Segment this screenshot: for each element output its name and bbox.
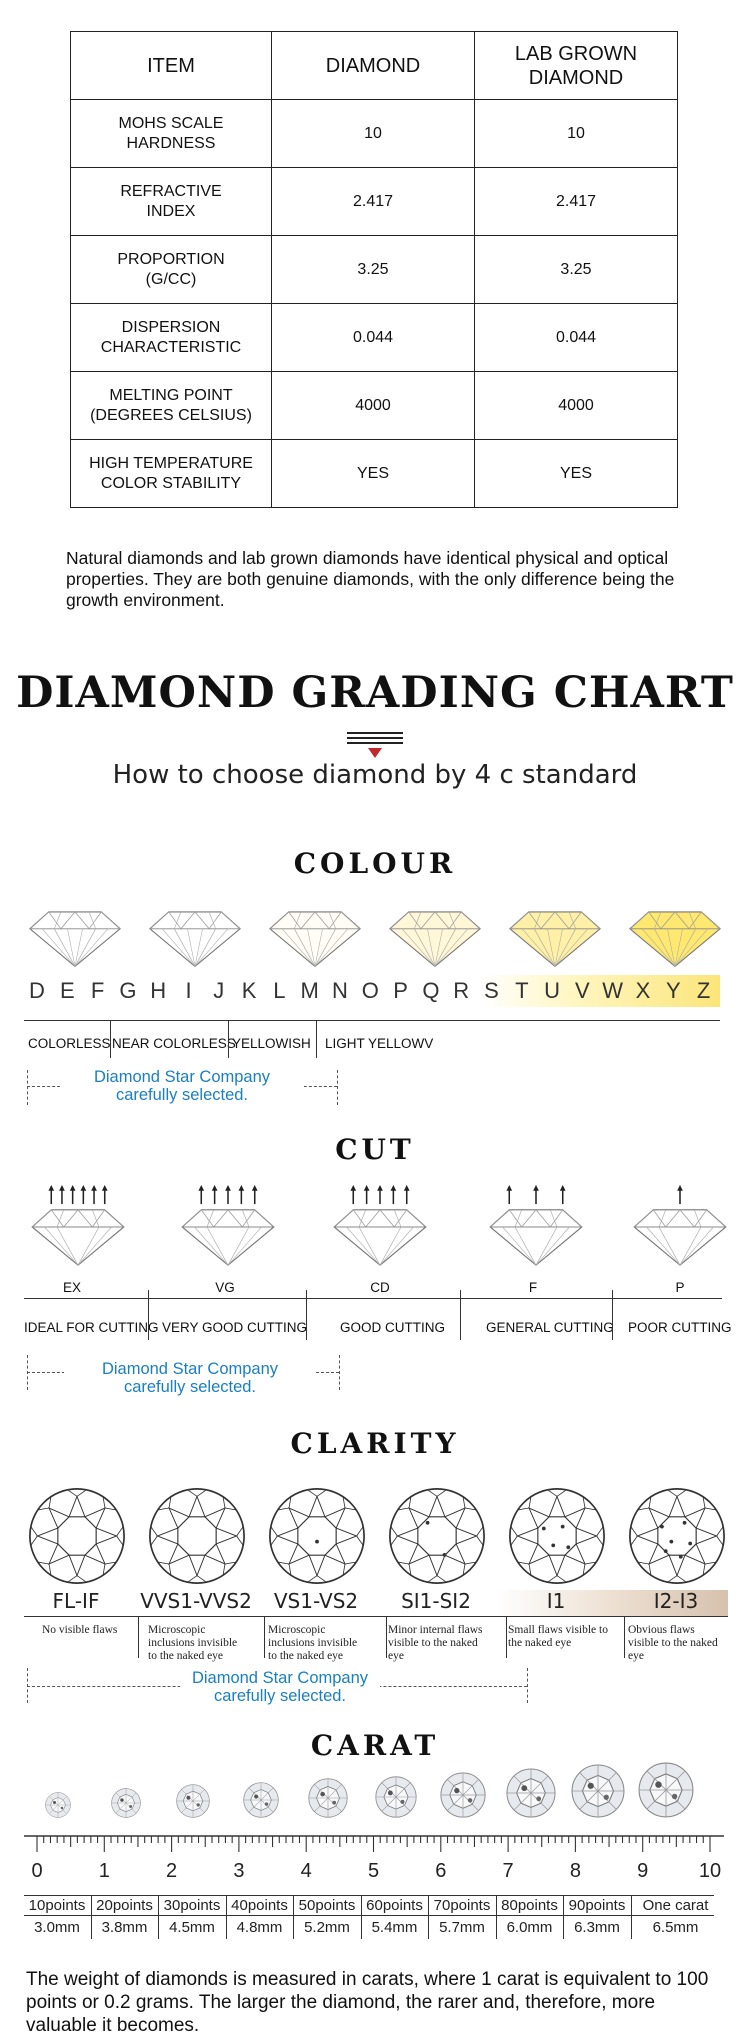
header-item: ITEM	[71, 32, 272, 100]
carat-points-cell: 40points	[231, 1897, 288, 1914]
table-row	[71, 440, 678, 508]
cell-item: REFRACTIVE INDEX	[71, 168, 272, 236]
cut-select-text: Diamond Star Company carefully selected.	[64, 1360, 316, 1396]
cut-label: VERY GOOD CUTTING	[162, 1320, 308, 1335]
diamond-side-icon	[148, 910, 242, 968]
clarity-separator	[138, 1616, 139, 1658]
table-row	[71, 236, 678, 304]
cell-item: MELTING POINT (DEGREES CELSIUS)	[71, 372, 272, 440]
cell-diamond: 2.417	[272, 168, 475, 236]
colour-group-separator	[316, 1020, 317, 1058]
cut-label: GENERAL CUTTING	[486, 1320, 614, 1335]
colour-letter: U	[544, 978, 561, 1003]
colour-letter: R	[453, 978, 470, 1003]
colour-group-label: YELLOWISH	[232, 1036, 311, 1051]
carat-points-cell: One carat	[642, 1897, 709, 1914]
clarity-divider	[24, 1616, 728, 1617]
colour-letter: I	[185, 978, 192, 1003]
carat-scale-number: 1	[98, 1860, 110, 1882]
carat-size-cell: 6.5mm	[652, 1919, 699, 1936]
table-row	[71, 100, 678, 168]
cell-diamond: 3.25	[272, 236, 475, 304]
cut-diamond-icon	[180, 1185, 276, 1269]
clarity-grade: VVS1-VVS2	[140, 1589, 252, 1613]
colour-letter: Y	[665, 978, 681, 1003]
clarity-select-bracket-right	[527, 1668, 528, 1703]
clarity-description: Small flaws visible to the naked eye	[508, 1624, 608, 1649]
clarity-diamond-icon	[508, 1487, 606, 1585]
carat-diamond-icon	[571, 1764, 625, 1818]
clarity-separator	[264, 1616, 265, 1658]
cell-lab-grown: 2.417	[475, 168, 678, 236]
carat-scale-number: 6	[435, 1860, 447, 1882]
clarity-grade: I2-I3	[653, 1589, 699, 1613]
clarity-diamond-icon	[148, 1487, 246, 1585]
cell-diamond: YES	[272, 440, 475, 508]
carat-diamond-icon	[638, 1762, 694, 1818]
colour-letter: J	[213, 978, 225, 1003]
carat-diamond-icon	[111, 1788, 141, 1818]
cell-diamond: 4000	[272, 372, 475, 440]
colour-title: COLOUR	[293, 847, 457, 880]
colour-letter: Z	[696, 978, 711, 1003]
carat-diamond-icon	[243, 1782, 279, 1818]
carat-scale-number: 0	[31, 1860, 43, 1882]
cell-lab-grown: 0.044	[475, 304, 678, 372]
colour-select-bracket-left	[27, 1070, 28, 1105]
page-title: DIAMOND GRADING CHART	[16, 668, 734, 718]
colour-letter: W	[602, 978, 624, 1003]
colour-group-label: COLORLESS	[28, 1036, 111, 1051]
cut-diamond-icon	[332, 1185, 428, 1269]
carat-size-cell: 4.8mm	[236, 1919, 283, 1936]
colour-letter: X	[635, 978, 651, 1003]
clarity-description: Microscopic inclusions invisible to the naked eye	[268, 1624, 358, 1662]
cell-item: MOHS SCALE HARDNESS	[71, 100, 272, 168]
carat-ruler	[0, 1830, 750, 1860]
cut-diamond-icon	[488, 1185, 584, 1269]
carat-title: CARAT	[310, 1729, 440, 1762]
colour-letter: E	[59, 978, 75, 1003]
cut-separator	[612, 1290, 613, 1340]
colour-letter: Q	[422, 978, 440, 1003]
diamond-side-icon	[628, 910, 722, 968]
colour-letter: M	[300, 978, 319, 1003]
cut-label: POOR CUTTING	[628, 1320, 732, 1335]
carat-table-top-line	[24, 1895, 714, 1896]
cut-title: CUT	[335, 1133, 415, 1166]
colour-letter: H	[150, 978, 167, 1003]
carat-table-separator	[631, 1895, 632, 1939]
carat-table-separator	[158, 1895, 159, 1939]
carat-diamond-icon	[176, 1784, 210, 1818]
clarity-separator	[506, 1616, 507, 1658]
carat-size-cell: 3.8mm	[101, 1919, 148, 1936]
cut-separator	[148, 1290, 149, 1340]
cut-select-bracket-right	[339, 1355, 340, 1390]
cell-diamond: 0.044	[272, 304, 475, 372]
diamond-side-icon	[388, 910, 482, 968]
carat-diamond-icon	[440, 1772, 486, 1818]
carat-points-cell: 10points	[28, 1897, 86, 1914]
clarity-description: Obvious flaws visible to the naked eye	[628, 1624, 718, 1662]
cut-grade: CD	[370, 1280, 390, 1295]
carat-points-cell: 50points	[298, 1897, 356, 1914]
clarity-separator	[624, 1616, 625, 1658]
carat-diamond-icon	[375, 1776, 417, 1818]
carat-scale-number: 8	[569, 1860, 581, 1882]
carat-size-cell: 6.0mm	[506, 1919, 553, 1936]
cell-item: HIGH TEMPERATURE COLOR STABILITY	[71, 440, 272, 508]
title-ornament	[345, 731, 405, 761]
carat-table-separator	[496, 1895, 497, 1939]
diamond-side-icon	[268, 910, 362, 968]
cut-grade: EX	[62, 1280, 81, 1295]
colour-letter: G	[119, 978, 137, 1003]
colour-select-bracket-right	[337, 1070, 338, 1105]
cell-item: PROPORTION (G/CC)	[71, 236, 272, 304]
colour-letter: N	[332, 978, 348, 1003]
carat-scale-number: 10	[698, 1860, 722, 1882]
colour-letter: P	[393, 978, 408, 1003]
cell-lab-grown: 3.25	[475, 236, 678, 304]
clarity-diamond-icon	[28, 1487, 126, 1585]
colour-letter: L	[273, 978, 286, 1003]
carat-size-cell: 6.3mm	[574, 1919, 620, 1936]
colour-letter: O	[361, 978, 379, 1003]
cell-lab-grown: 10	[475, 100, 678, 168]
colour-divider	[24, 1020, 720, 1021]
carat-diamond-icon	[506, 1768, 556, 1818]
cut-label: IDEAL FOR CUTTING	[24, 1320, 159, 1335]
table-row	[71, 372, 678, 440]
carat-scale-number: 9	[637, 1860, 649, 1882]
spec-table	[70, 31, 678, 508]
clarity-diamond-icon	[388, 1487, 486, 1585]
clarity-description: Microscopic inclusions invisible to the naked eye	[148, 1624, 238, 1662]
cut-label: GOOD CUTTING	[340, 1320, 445, 1335]
cell-diamond: 10	[272, 100, 475, 168]
clarity-description: No visible flaws	[42, 1624, 118, 1636]
cut-separator	[306, 1290, 307, 1340]
cell-lab-grown: YES	[475, 440, 678, 508]
carat-scale-number: 7	[502, 1860, 514, 1882]
carat-scale-number: 5	[367, 1860, 380, 1882]
carat-size-cell: 3.0mm	[34, 1919, 80, 1936]
colour-letter: D	[29, 978, 45, 1003]
carat-points-cell: 80points	[501, 1897, 558, 1914]
colour-group-separator	[228, 1020, 229, 1058]
carat-points-cell: 90points	[568, 1897, 626, 1914]
diamond-side-icon	[508, 910, 602, 968]
clarity-description: Minor internal flaws visible to the naked eye	[388, 1624, 483, 1662]
clarity-grade: SI1-SI2	[401, 1589, 471, 1613]
cut-separator	[460, 1290, 461, 1340]
table-row	[71, 168, 678, 236]
cut-grade: P	[675, 1280, 685, 1295]
colour-group-label: NEAR COLORLESS	[112, 1036, 236, 1051]
carat-note: The weight of diamonds is measured in carats, where 1 carat is equivalent to 100 points or 0.2 grams. The larger the diamond, the rarer and, therefore, more valuable it becomes.	[26, 1969, 709, 2036]
diamond-side-icon	[28, 910, 122, 968]
clarity-grade: VS1-VS2	[273, 1589, 359, 1613]
clarity-separator	[386, 1616, 387, 1658]
page-subtitle: How to choose diamond by 4 c standard	[112, 760, 638, 790]
carat-size-cell: 4.5mm	[169, 1919, 215, 1936]
comparison-note: Natural diamonds and lab grown diamonds have identical physical and optical properties. They are both genuine diamonds, with the only difference being the growth environment.	[66, 548, 675, 610]
carat-scale-number: 4	[300, 1860, 312, 1882]
colour-letter: S	[484, 978, 499, 1003]
header-diamond: DIAMOND	[272, 32, 475, 100]
clarity-select-text: Diamond Star Company carefully selected.	[180, 1669, 380, 1705]
cut-diamond-icon	[30, 1185, 126, 1269]
clarity-title: CLARITY	[290, 1427, 460, 1460]
carat-points-cell: 20points	[96, 1897, 153, 1914]
cell-item: DISPERSION CHARACTERISTIC	[71, 304, 272, 372]
table-row	[71, 304, 678, 372]
carat-table-separator	[428, 1895, 429, 1939]
cut-grade: F	[528, 1280, 538, 1295]
colour-group-separator	[110, 1020, 111, 1058]
colour-select-text: Diamond Star Company carefully selected.	[60, 1068, 304, 1104]
carat-table-separator	[361, 1895, 362, 1939]
colour-letter: F	[90, 978, 105, 1003]
clarity-grade: I1	[546, 1589, 566, 1613]
carat-diamond-icon	[308, 1778, 348, 1818]
carat-table-separator	[91, 1895, 92, 1939]
carat-points-cell: 70points	[433, 1897, 491, 1914]
cut-grade: VG	[215, 1280, 235, 1295]
colour-group-label: LIGHT YELLOWV	[325, 1036, 434, 1051]
clarity-diamond-icon	[628, 1487, 726, 1585]
carat-size-cell: 5.7mm	[439, 1919, 485, 1936]
carat-table-mid-line	[24, 1915, 714, 1916]
carat-size-cell: 5.4mm	[371, 1919, 418, 1936]
colour-letter: K	[241, 978, 257, 1003]
carat-table-separator	[293, 1895, 294, 1939]
carat-size-cell: 5.2mm	[304, 1919, 350, 1936]
carat-scale-number: 3	[233, 1860, 245, 1882]
carat-points-cell: 30points	[163, 1897, 221, 1914]
carat-table-separator	[563, 1895, 564, 1939]
carat-scale-number: 2	[166, 1860, 178, 1882]
carat-diamond-icon	[45, 1792, 71, 1818]
cell-lab-grown: 4000	[475, 372, 678, 440]
colour-letter: V	[575, 978, 590, 1003]
table-header-row	[71, 32, 678, 100]
cut-divider	[24, 1298, 722, 1299]
clarity-grade: FL-IF	[52, 1589, 100, 1613]
carat-table-separator	[226, 1895, 227, 1939]
header-lab-grown: LAB GROWN DIAMOND	[475, 32, 678, 100]
cut-diamond-icon	[632, 1185, 728, 1269]
clarity-diamond-icon	[268, 1487, 366, 1585]
carat-points-cell: 60points	[366, 1897, 423, 1914]
colour-letter: T	[515, 978, 529, 1003]
